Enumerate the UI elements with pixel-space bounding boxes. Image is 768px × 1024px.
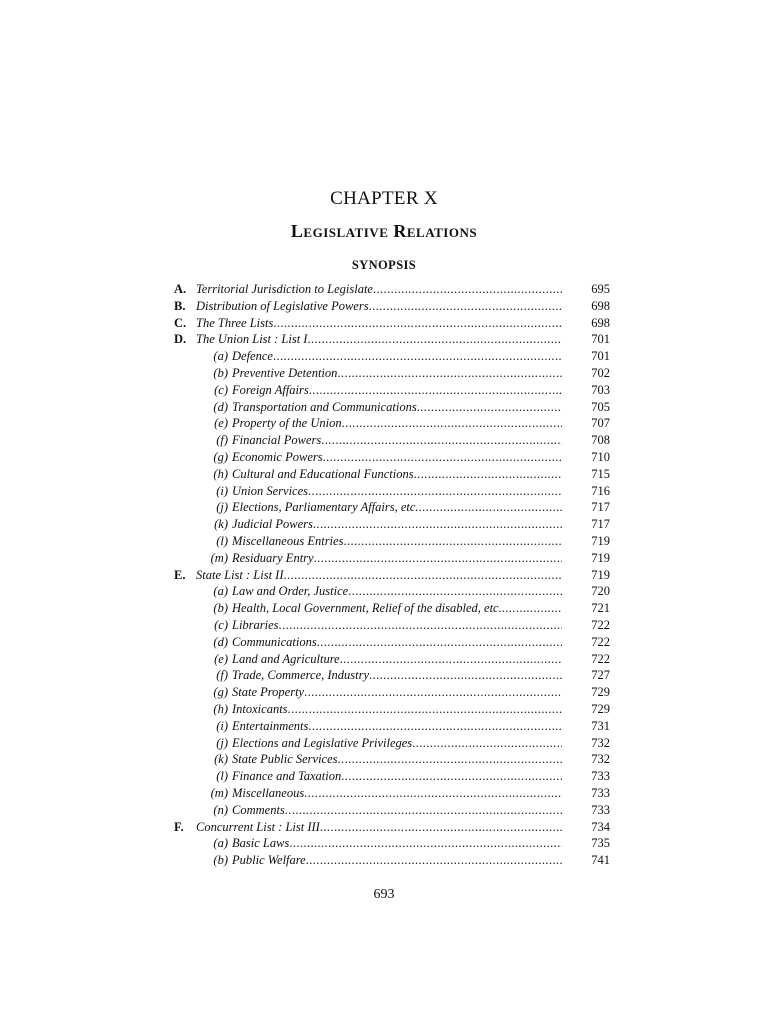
toc-subsection[interactable] <box>174 499 610 516</box>
toc-leader-dots <box>341 768 562 785</box>
toc-subsection-marker: (l) <box>216 769 228 784</box>
toc-leader-dots <box>373 281 562 298</box>
toc-subsection-marker: (b) <box>213 365 228 380</box>
toc-page-number: 735 <box>591 836 610 851</box>
toc-subsection[interactable] <box>174 466 610 483</box>
toc-entry-label: Transportation and Communications <box>232 399 417 414</box>
toc-subsection-marker: (c) <box>214 382 228 397</box>
toc-page-number: 733 <box>591 769 610 784</box>
toc-leader-dots <box>340 651 562 668</box>
toc-entry-label: Preventive Detention <box>232 365 338 380</box>
toc-entry-row <box>174 567 562 584</box>
toc-entry-row <box>174 499 562 516</box>
toc-entry-label: Cultural and Educational Functions <box>232 466 414 481</box>
toc-entry-row <box>174 802 562 819</box>
toc-entry-row <box>174 735 562 752</box>
toc-entry-row <box>174 819 562 836</box>
toc-page-number: 707 <box>591 416 610 431</box>
toc-leader-dots <box>323 449 562 466</box>
toc-subsection[interactable] <box>174 483 610 500</box>
toc-subsection-marker: (h) <box>213 466 228 481</box>
toc-subsection[interactable] <box>174 852 610 869</box>
toc-subsection-marker: (c) <box>214 617 228 632</box>
toc-entry-label: The Union List : List I <box>196 332 308 347</box>
toc-leader-dots <box>309 382 562 399</box>
toc-entry-label: Defence <box>232 349 273 364</box>
toc-subsection-marker: (d) <box>213 634 228 649</box>
toc-entry-row <box>174 667 562 684</box>
toc-subsection[interactable] <box>174 415 610 432</box>
toc-leader-dots <box>307 331 562 348</box>
toc-entry-label: Public Welfare <box>232 853 306 868</box>
toc-entry-label: Communications <box>232 634 317 649</box>
toc-leader-dots <box>342 415 562 432</box>
toc-subsection-marker: (i) <box>216 483 228 498</box>
toc-page-number: 710 <box>591 449 610 464</box>
toc-entry-label: Concurrent List : List III <box>196 819 320 834</box>
toc-entry-label: Elections, Parliamentary Affairs, etc. <box>232 500 419 515</box>
toc-subsection-marker: (b) <box>213 601 228 616</box>
toc-leader-dots <box>288 701 562 718</box>
synopsis-heading: SYNOPSIS <box>351 258 417 272</box>
toc-subsection[interactable] <box>174 718 610 735</box>
toc-entry-label: State Property <box>232 685 305 700</box>
toc-leader-dots <box>343 533 562 550</box>
toc-subsection[interactable] <box>174 617 610 634</box>
chapter-title: Legislative Relations <box>290 221 478 241</box>
toc-entry-label: Miscellaneous Entries <box>232 533 344 548</box>
toc-entry-row <box>174 583 562 600</box>
toc-leader-dots <box>284 567 562 584</box>
toc-leader-dots <box>304 785 562 802</box>
toc-entry-label: Basic Laws <box>232 836 290 851</box>
toc-page-number: 702 <box>591 365 610 380</box>
toc-entry-label: Miscellaneous <box>232 785 305 800</box>
toc-leader-dots <box>338 751 562 768</box>
toc-entry-label: Economic Powers <box>232 449 323 464</box>
toc-leader-dots <box>419 499 562 516</box>
toc-subsection[interactable] <box>174 701 610 718</box>
toc-page-number: 729 <box>591 701 610 716</box>
toc-entry-row <box>174 852 562 869</box>
toc-page-number: 719 <box>591 567 610 582</box>
toc-entry-row <box>174 382 562 399</box>
toc-page-number: 733 <box>591 802 610 817</box>
toc-entry-row <box>174 533 562 550</box>
toc-page-number: 695 <box>591 282 610 296</box>
page-number: 693 <box>373 887 395 902</box>
toc-entry-label: State Public Services <box>232 752 338 767</box>
toc-leader-dots <box>412 735 562 752</box>
toc-entry-row <box>174 516 562 533</box>
toc-leader-dots <box>314 550 562 567</box>
toc-subsection[interactable] <box>174 651 610 668</box>
toc-subsection-marker: (j) <box>216 500 228 515</box>
toc-leader-dots <box>308 483 562 500</box>
toc-entry-label: Comments <box>232 802 285 817</box>
toc-entry-row <box>174 651 562 668</box>
toc-subsection[interactable] <box>174 600 610 617</box>
toc-entry-label: The Three Lists <box>196 315 274 330</box>
toc-entry-label: Territorial Jurisdiction to Legislate <box>196 282 373 296</box>
toc-entry-label: Union Services <box>232 483 309 498</box>
toc-subsection-marker: (b) <box>213 853 228 868</box>
toc-page-number: 721 <box>591 601 610 616</box>
toc-entry-row <box>174 281 562 298</box>
toc-subsection-marker: (e) <box>214 416 228 431</box>
toc-page-number: 708 <box>591 433 610 448</box>
toc-entry-row <box>174 432 562 449</box>
toc-entry-row <box>174 399 562 416</box>
toc-page-number: 698 <box>591 315 610 330</box>
toc-leader-dots <box>313 516 562 533</box>
toc-section[interactable] <box>174 331 610 348</box>
toc-subsection-marker: (n) <box>213 802 228 817</box>
toc-entry-row <box>174 768 562 785</box>
toc-leader-dots <box>306 852 562 869</box>
toc-subsection[interactable] <box>174 550 610 567</box>
toc-section[interactable] <box>174 567 610 584</box>
toc-leader-dots <box>414 466 562 483</box>
toc-entry-row <box>174 449 562 466</box>
toc-entry-label: Libraries <box>232 617 279 632</box>
table-of-contents <box>174 281 610 869</box>
toc-entry-row <box>174 600 562 617</box>
toc-subsection-marker: (g) <box>213 449 228 464</box>
toc-page-number: 698 <box>591 298 610 313</box>
toc-entry-row <box>174 617 562 634</box>
toc-subsection[interactable] <box>174 449 610 466</box>
toc-entry-label: Distribution of Legislative Powers <box>196 298 369 313</box>
toc-leader-dots <box>317 634 562 651</box>
toc-entry-label: Property of the Union <box>232 416 342 431</box>
toc-section[interactable] <box>174 281 610 298</box>
toc-page-number: 729 <box>591 685 610 700</box>
toc-page-number: 722 <box>591 634 610 649</box>
toc-entry-label: Law and Order, Justice <box>232 584 349 599</box>
toc-subsection-marker: (l) <box>216 533 228 548</box>
toc-subsection-marker: (i) <box>216 718 228 733</box>
toc-subsection[interactable] <box>174 634 610 651</box>
toc-page-number: 734 <box>591 819 610 834</box>
toc-subsection-marker: (h) <box>213 701 228 716</box>
toc-page-number: 731 <box>591 718 610 733</box>
toc-entry-label: Entertainments <box>232 718 309 733</box>
toc-entry-row <box>174 466 562 483</box>
toc-page-number: 701 <box>591 332 610 347</box>
toc-subsection[interactable] <box>174 667 610 684</box>
toc-leader-dots <box>273 348 562 365</box>
toc-page-number: 703 <box>591 382 610 397</box>
toc-leader-dots <box>308 718 562 735</box>
toc-subsection-marker: (e) <box>214 651 228 666</box>
toc-subsection-marker: (a) <box>213 836 228 851</box>
toc-page-number: 716 <box>591 483 610 498</box>
toc-subsection[interactable] <box>174 802 610 819</box>
toc-section[interactable] <box>174 819 610 836</box>
toc-page-number: 727 <box>591 668 610 683</box>
toc-section[interactable] <box>174 298 610 315</box>
toc-entry-label: Finance and Taxation <box>232 769 342 784</box>
chapter-heading: CHAPTER X <box>330 188 438 209</box>
toc-entry-row <box>174 550 562 567</box>
toc-page-number: 722 <box>591 651 610 666</box>
toc-entry-label: Foreign Affairs <box>232 382 309 397</box>
toc-section-letter: E. <box>174 567 186 582</box>
toc-subsection[interactable] <box>174 684 610 701</box>
toc-page-number: 705 <box>591 399 610 414</box>
toc-leader-dots <box>273 315 562 332</box>
toc-subsection-marker: (d) <box>213 399 228 414</box>
toc-section-letter: B. <box>174 298 186 313</box>
toc-leader-dots <box>348 583 562 600</box>
toc-subsection[interactable] <box>174 516 610 533</box>
toc-entry-row <box>174 315 562 332</box>
toc-leader-dots <box>369 667 562 684</box>
toc-entry-label: Intoxicants <box>232 701 288 716</box>
toc-entry-row <box>174 835 562 852</box>
toc-subsection[interactable] <box>174 382 610 399</box>
toc-entry-row <box>174 701 562 718</box>
toc-subsection[interactable] <box>174 835 610 852</box>
toc-subsection-marker: (a) <box>213 584 228 599</box>
toc-leader-dots <box>289 835 562 852</box>
toc-subsection[interactable] <box>174 365 610 382</box>
toc-page-number: 719 <box>591 550 610 565</box>
toc-entry-label: Trade, Commerce, Industry <box>232 668 370 683</box>
toc-page-number: 701 <box>591 349 610 364</box>
toc-leader-dots <box>320 819 562 836</box>
toc-entry-label: Judicial Powers <box>232 517 313 532</box>
toc-page-number: 733 <box>591 785 610 800</box>
toc-page-number: 732 <box>591 735 610 750</box>
toc-entry-row <box>174 365 562 382</box>
toc-entry-label: Land and Agriculture <box>232 651 340 666</box>
toc-leader-dots <box>417 399 562 416</box>
toc-entry-row <box>174 634 562 651</box>
toc-subsection[interactable] <box>174 583 610 600</box>
toc-subsection[interactable] <box>174 735 610 752</box>
toc-section-letter: D. <box>174 332 187 347</box>
toc-entry-label: State List : List II <box>196 567 284 582</box>
toc-subsection-marker: (k) <box>214 517 228 532</box>
toc-leader-dots <box>502 600 562 617</box>
toc-leader-dots <box>337 365 562 382</box>
toc-entry-row <box>174 785 562 802</box>
toc-section-letter: F. <box>174 819 184 834</box>
toc-entry-row <box>174 331 562 348</box>
toc-subsection[interactable] <box>174 399 610 416</box>
toc-subsection-marker: (g) <box>213 685 228 700</box>
toc-subsection-marker: (f) <box>216 433 228 448</box>
toc-entry-row <box>174 751 562 768</box>
toc-entry-row <box>174 348 562 365</box>
toc-leader-dots <box>279 617 562 634</box>
toc-page-number: 717 <box>591 517 610 532</box>
toc-entry-row <box>174 298 562 315</box>
toc-subsection[interactable] <box>174 768 610 785</box>
toc-subsection[interactable] <box>174 348 610 365</box>
toc-section-letter: C. <box>174 315 187 330</box>
toc-subsection[interactable] <box>174 751 610 768</box>
toc-page-number: 715 <box>591 466 610 481</box>
toc-entry-row <box>174 415 562 432</box>
toc-entry-row <box>174 483 562 500</box>
toc-subsection-marker: (m) <box>210 550 228 565</box>
toc-leader-dots <box>321 432 562 449</box>
toc-entry-label: Elections and Legislative Privileges <box>232 735 413 750</box>
toc-section-letter: A. <box>174 282 187 296</box>
toc-subsection-marker: (m) <box>210 785 228 800</box>
toc-subsection-marker: (j) <box>216 735 228 750</box>
toc-entry-label: Residuary Entry <box>232 550 314 565</box>
toc-entry-row <box>174 684 562 701</box>
toc-subsection-marker: (f) <box>216 668 228 683</box>
toc-subsection[interactable] <box>174 533 610 550</box>
toc-page-number: 719 <box>591 533 610 548</box>
toc-subsection[interactable] <box>174 785 610 802</box>
toc-subsection-marker: (k) <box>214 752 228 767</box>
toc-page-number: 732 <box>591 752 610 767</box>
toc-leader-dots <box>369 298 562 315</box>
toc-page-number: 741 <box>591 853 610 868</box>
toc-section[interactable] <box>174 315 610 332</box>
toc-entry-label: Financial Powers <box>232 433 322 448</box>
toc-page-number: 720 <box>591 584 610 599</box>
toc-subsection[interactable] <box>174 432 610 449</box>
toc-leader-dots <box>285 802 562 819</box>
toc-page-number: 722 <box>591 617 610 632</box>
toc-leader-dots <box>304 684 562 701</box>
toc-entry-row <box>174 718 562 735</box>
toc-page-number: 717 <box>591 500 610 515</box>
toc-subsection-marker: (a) <box>213 349 228 364</box>
toc-entry-label: Health, Local Government, Relief of the disabled, etc. <box>232 601 502 616</box>
